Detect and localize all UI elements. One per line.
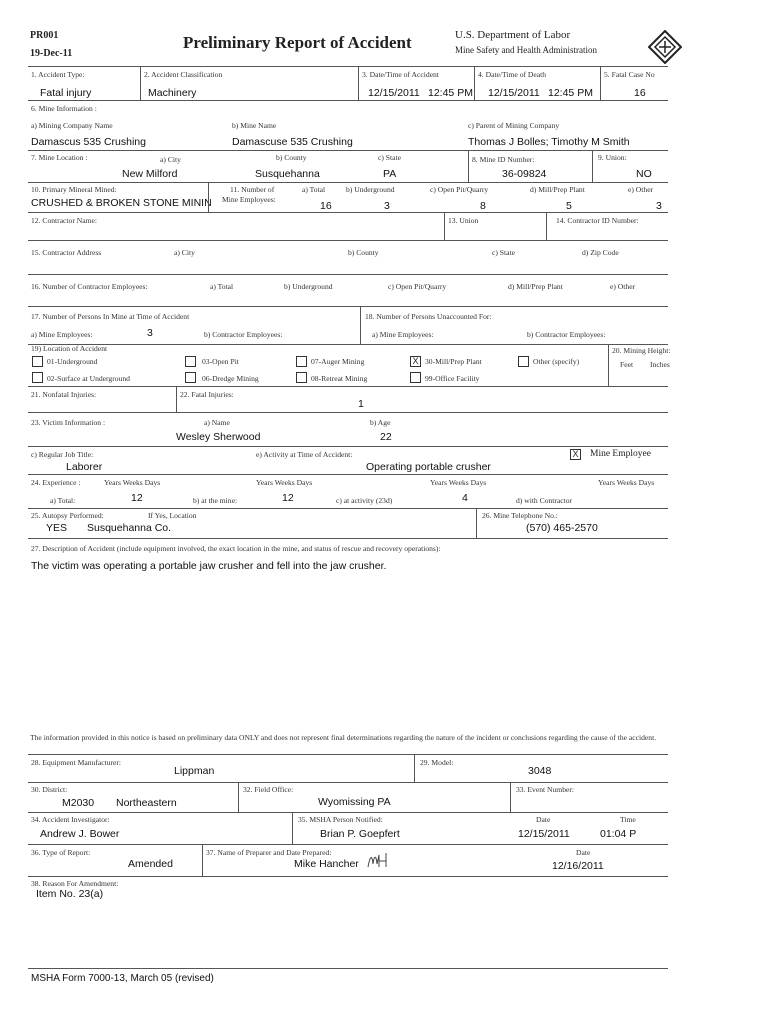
report-date: 19-Dec-11: [30, 48, 73, 59]
page-title: Preliminary Report of Accident: [183, 33, 412, 52]
death-time-value: 12:45 PM: [548, 87, 593, 99]
disclaimer-text: The information provided in this notice is based on preliminary data ONLY and does not represent final determinations regarding the nature of the incident or conclusions regarding the cause of the accident.: [30, 733, 657, 742]
accident-date-value: 12/15/2011: [368, 87, 420, 99]
exp-mine-value: 12: [282, 492, 294, 504]
experience-label: 24. Experience :: [31, 478, 81, 487]
millprep-employees-value: 5: [566, 200, 572, 212]
underground-employees-label: b) Underground: [346, 185, 395, 194]
mine-phone-label: 26. Mine Telephone No.:: [482, 511, 558, 520]
option-other-label: Other (specify): [533, 357, 580, 366]
exp-mine-label: b) at the mine:: [193, 496, 238, 505]
contractor-other-label: e) Other: [610, 282, 636, 291]
underground-employees-value: 3: [384, 200, 390, 212]
mine-location-label: 7. Mine Location :: [31, 153, 88, 162]
activity-label: e) Activity at Time of Accident:: [256, 450, 353, 459]
fatal-injuries-label: 22. Fatal Injuries:: [180, 390, 234, 399]
other-employees-value: 3: [656, 200, 662, 212]
state-label: c) State: [378, 153, 401, 162]
checkbox-office-facility[interactable]: [410, 372, 421, 383]
activity-value: Operating portable crusher: [366, 461, 491, 473]
openpit-employees-value: 8: [480, 200, 486, 212]
checkbox-retreat-mining[interactable]: [296, 372, 307, 383]
notified-date-label: Date: [536, 815, 551, 824]
mining-height-label: 20. Mining Height:: [612, 346, 671, 355]
ywd-header-1: Years Weeks Days: [104, 478, 161, 487]
victim-age-label: b) Age: [370, 418, 391, 427]
option-surface-underground-label: 02-Surface at Underground: [47, 374, 130, 383]
prepared-date-value: 12/16/2011: [552, 860, 604, 872]
union-label: 9. Union:: [598, 153, 627, 162]
fatal-injuries-value: 1: [358, 398, 364, 410]
exp-activity-value: 4: [462, 492, 468, 504]
contractor-openpit-label: c) Open Pit/Quarry: [388, 282, 447, 291]
other-employees-label: e) Other: [628, 185, 654, 194]
contractor-zip-label: d) Zip Code: [582, 248, 619, 257]
company-name-value: Damascus 535 Crushing: [31, 136, 146, 148]
company-name-label: a) Mining Company Name: [31, 121, 113, 130]
equipment-manufacturer-label: 28. Equipment Manufacturer:: [31, 758, 122, 767]
option-mill-prep-plant-label: 30-Mill/Prep Plant: [425, 357, 482, 366]
accident-class-value: Machinery: [148, 87, 197, 99]
contractor-name-label: 12. Contractor Name:: [31, 216, 98, 225]
mine-name-label: b) Mine Name: [232, 121, 277, 130]
accident-type-value: Fatal injury: [40, 87, 92, 99]
ywd-header-4: Years Weeks Days: [598, 478, 655, 487]
contractor-underground-label: b) Underground: [284, 282, 333, 291]
mine-name-value: Damascuse 535 Crushing: [232, 136, 353, 148]
checkbox-dredge-mining[interactable]: [185, 372, 196, 383]
mine-employee-label: Mine Employee: [590, 449, 651, 459]
autopsy-location-label: If Yes, Location: [148, 511, 197, 520]
contractor-total-label: a) Total: [210, 282, 234, 291]
city-value: New Milford: [122, 168, 178, 180]
option-open-pit-label: 03-Open Pit: [202, 357, 239, 366]
state-value: PA: [383, 168, 397, 180]
total-employees-value: 16: [320, 200, 332, 212]
primary-mineral-label: 10. Primary Mineral Mined:: [31, 185, 117, 194]
contractor-employees-label: 16. Number of Contractor Employees:: [31, 282, 148, 291]
accident-time-value: 12:45 PM: [428, 87, 473, 99]
job-title-value: Laborer: [66, 461, 103, 473]
exp-total-value: 12: [131, 492, 143, 504]
checkbox-underground[interactable]: [32, 356, 43, 367]
victim-name-value: Wesley Sherwood: [176, 431, 261, 443]
autopsy-value: YES: [46, 522, 68, 534]
form-footer: MSHA Form 7000-13, March 05 (revised): [31, 973, 214, 984]
ywd-header-3: Years Weeks Days: [430, 478, 487, 487]
option-dredge-mining-label: 06-Dredge Mining: [202, 374, 259, 383]
form-id: PR001: [30, 30, 59, 41]
unaccounted-mine-employees-label: a) Mine Employees:: [372, 330, 434, 339]
job-title-label: c) Regular Job Title:: [31, 450, 94, 459]
prepared-date-label: Date: [576, 848, 591, 857]
accident-class-label: 2. Accident Classification: [144, 70, 223, 79]
nonfatal-injuries-label: 21. Nonfatal Injuries:: [31, 390, 97, 399]
investigator-label: 34. Accident Investigator:: [31, 815, 110, 824]
feet-label: Feet: [620, 360, 634, 369]
contractor-city-label: a) City: [174, 248, 195, 257]
mine-id-value: 36-09824: [502, 168, 547, 180]
notified-time-value: 01:04 P: [600, 828, 637, 840]
county-value: Susquehanna: [255, 168, 320, 180]
report-type-value: Amended: [128, 858, 173, 870]
district-name-value: Northeastern: [116, 797, 177, 809]
num-employees-label-1: 11. Number of: [230, 185, 275, 194]
msha-notified-label: 35. MSHA Person Notified:: [298, 815, 383, 824]
contractor-state-label: c) State: [492, 248, 515, 257]
union-value: NO: [636, 168, 652, 180]
option-auger-mining-label: 07-Auger Mining: [311, 357, 365, 366]
persons-in-mine-label: 17. Number of Persons In Mine at Time of Accident: [31, 312, 190, 321]
contractor-county-label: b) County: [348, 248, 379, 257]
parent-company-value: Thomas J Bolles; Timothy M Smith: [468, 136, 630, 148]
model-label: 29. Model:: [420, 758, 454, 767]
subagency-name: Mine Safety and Health Administration: [455, 45, 597, 55]
checkbox-mill-prep-plant[interactable]: X: [410, 356, 421, 367]
mine-employee-checkbox[interactable]: X: [570, 449, 581, 460]
preparer-signature: [366, 850, 392, 870]
exp-total-label: a) Total:: [50, 496, 76, 505]
contractor-id-label: 14. Contractor ID Number:: [556, 216, 639, 225]
msha-notified-value: Brian P. Goepfert: [320, 828, 400, 840]
option-retreat-mining-label: 08-Retreat Mining: [311, 374, 368, 383]
mine-id-label: 8. Mine ID Number:: [472, 155, 535, 164]
mine-phone-value: (570) 465-2570: [526, 522, 598, 534]
district-label: 30. District:: [31, 785, 68, 794]
accident-datetime-label: 3. Date/Time of Accident: [362, 70, 439, 79]
parent-company-label: c) Parent of Mining Company: [468, 121, 560, 130]
ywd-header-2: Years Weeks Days: [256, 478, 313, 487]
field-office-value: Wyomissing PA: [318, 796, 391, 808]
autopsy-label: 25. Autopsy Performed:: [31, 511, 104, 520]
death-datetime-label: 4. Date/Time of Death: [478, 70, 547, 79]
investigator-value: Andrew J. Bower: [40, 828, 120, 840]
field-office-label: 32. Field Office:: [243, 785, 294, 794]
checkbox-auger-mining[interactable]: [296, 356, 307, 367]
accident-type-label: 1. Accident Type:: [31, 70, 85, 79]
exp-activity-label: c) at activity (23d): [336, 496, 393, 505]
model-value: 3048: [528, 765, 552, 777]
msha-logo-icon: [648, 30, 682, 64]
total-employees-label: a) Total: [302, 185, 326, 194]
description-label: 27. Description of Accident (include equipment involved, the exact location in the mine, and status of rescue and recovery operations):: [31, 544, 441, 553]
persons-mine-employees-label: a) Mine Employees:: [31, 330, 93, 339]
amendment-reason-value: Item No. 23(a): [36, 888, 104, 900]
description-text: The victim was operating a portable jaw crusher and fell into the jaw crusher.: [31, 560, 387, 572]
district-code-value: M2030: [62, 797, 95, 809]
autopsy-location-value: Susquehanna Co.: [87, 522, 172, 534]
checkbox-surface-underground[interactable]: [32, 372, 43, 383]
county-label: b) County: [276, 153, 307, 162]
death-date-value: 12/15/2011: [488, 87, 540, 99]
persons-mine-employees-value: 3: [147, 327, 153, 339]
millprep-employees-label: d) Mill/Prep Plant: [530, 185, 585, 194]
fatal-case-value: 16: [634, 87, 646, 99]
city-label: a) City: [160, 155, 181, 164]
contractor-address-label: 15. Contractor Address: [31, 248, 102, 257]
checkbox-open-pit[interactable]: [185, 356, 196, 367]
option-underground-label: 01-Underground: [47, 357, 98, 366]
contractor-union-label: 13. Union: [448, 216, 479, 225]
exp-contractor-label: d) with Contractor: [516, 496, 573, 505]
num-employees-label-2: Mine Employees:: [222, 195, 276, 204]
unaccounted-contractor-label: b) Contractor Employees:: [527, 330, 606, 339]
checkbox-other[interactable]: [518, 356, 529, 367]
equipment-manufacturer-value: Lippman: [174, 765, 215, 777]
persons-unaccounted-label: 18. Number of Persons Unaccounted For:: [365, 312, 492, 321]
agency-name: U.S. Department of Labor: [455, 29, 571, 41]
option-office-facility-label: 99-Office Facility: [425, 374, 480, 383]
mine-info-section: 6. Mine Information :: [31, 104, 97, 113]
contractor-millprep-label: d) Mill/Prep Plant: [508, 282, 563, 291]
accident-location-label: 19) Location of Accident: [31, 344, 108, 353]
fatal-case-label: 5. Fatal Case No: [604, 70, 655, 79]
preparer-label: 37. Name of Preparer and Date Prepared:: [206, 848, 332, 857]
primary-mineral-value: CRUSHED & BROKEN STONE MININ: [31, 197, 212, 209]
persons-contractor-label: b) Contractor Employees:: [204, 330, 283, 339]
amendment-reason-label: 38. Reason For Amendment:: [31, 879, 119, 888]
openpit-employees-label: c) Open Pit/Quarry: [430, 185, 489, 194]
victim-info-label: 23. Victim Information :: [31, 418, 106, 427]
inches-label: Inches: [650, 360, 670, 369]
victim-age-value: 22: [380, 431, 392, 443]
report-type-label: 36. Type of Report:: [31, 848, 91, 857]
notified-date-value: 12/15/2011: [518, 828, 570, 840]
preparer-value: Mike Hancher: [294, 858, 359, 870]
notified-time-label: Time: [620, 815, 636, 824]
event-number-label: 33. Event Number:: [516, 785, 574, 794]
victim-name-label: a) Name: [204, 418, 230, 427]
